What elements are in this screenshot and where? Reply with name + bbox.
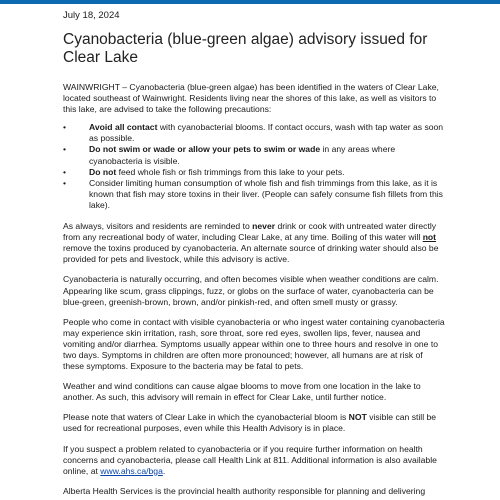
ahs-bga-link[interactable]: www.ahs.ca/bga — [100, 465, 163, 476]
drinking-water-paragraph — [63, 221, 445, 265]
paragraph-text: . — [162, 465, 166, 476]
paragraph-text: Please note that waters of Clear Lake in which the cyanobacterial bloom is — [63, 412, 349, 423]
recreational-note-paragraph — [63, 412, 445, 434]
ahs-paragraph: Alberta Health Services is the provincial health authority responsible for planning and delivering — [63, 485, 426, 496]
precaution-text: in any areas where cyanobacteria is visible. — [89, 144, 396, 166]
list-item — [63, 122, 445, 144]
precaution-emphasis: Do not — [89, 166, 117, 177]
paragraph-text: As always, visitors and residents are reminded to — [63, 221, 253, 232]
bullet-icon: • — [63, 166, 67, 177]
bullet-icon: • — [63, 144, 67, 155]
precaution-text: feed whole fish or fish trimmings from this lake to your pets. — [116, 166, 345, 177]
page-title: Cyanobacteria (blue-green algae) advisory issued for Clear Lake — [63, 31, 428, 66]
health-link-paragraph — [63, 444, 445, 477]
paragraph-text: remove the toxins produced by cyanobacteria. An alternate source of drinking water should also be provided for pets and livestock, while this advisory is active. — [63, 243, 439, 265]
emphasis-not-visible: NOT — [348, 412, 367, 423]
release-date: July 18, 2024 — [63, 10, 120, 21]
wind-paragraph: Weather and wind conditions can cause algae blooms to move from one location in the lake to another. As such, this advisory will remain in effect for Clear Lake, until further notice. — [63, 381, 421, 403]
precaution-emphasis: Do not swim or wade or allow your pets to swim or wade — [89, 144, 321, 155]
precaution-emphasis: Avoid all contact — [89, 122, 158, 133]
precaution-text: Consider limiting human consumption of whole fish and fish trimmings from this lake, as it is known that fish may store toxins in their liver. (People can safely consume fish fillets from this lake). — [89, 177, 443, 210]
emphasis-not: not — [422, 232, 437, 243]
paragraph-text: visible can still be used for recreational purposes, even while this Health Advisory is in place. — [63, 412, 437, 434]
bullet-icon: • — [63, 177, 67, 188]
list-item — [63, 144, 445, 166]
precaution-text: with cyanobacterial blooms. If contact occurs, wash with tap water as soon as possible. — [89, 122, 444, 144]
natural-occurrence-paragraph: Cyanobacteria is naturally occurring, and often becomes visible when weather conditions are calm. Appearing like scum, grass clippings, fuzz, or globs on the surface of water, cyanobacteria can be blue-green, greenish-brown, brown, and/or pinkish-red, and often smell musty or grassy. — [63, 274, 439, 307]
precautions-list — [63, 122, 445, 211]
intro-paragraph: WAINWRIGHT – Cyanobacteria (blue-green algae) has been identified in the waters of Clear Lake, located southeast of Wainwright. Residents living near the shores of this lake, as well as visitors to this lake, are advised to take the following precautions: — [63, 82, 439, 115]
header-accent-bar — [0, 0, 500, 4]
list-item — [63, 178, 445, 211]
paragraph-text: If you suspect a problem related to cyanobacteria or if you require further information on health concerns and cyanobacteria, please call Health Link at 811. Additional information is also available online, at — [63, 443, 437, 476]
paragraph-text: drink or cook with untreated water directly from any recreational body of water, including Clear Lake, at any time. Boiling of this water will — [63, 221, 437, 243]
advisory-body — [63, 82, 445, 500]
bullet-icon: • — [63, 122, 67, 133]
list-item — [63, 167, 445, 178]
emphasis-never: never — [252, 221, 276, 232]
symptoms-paragraph: People who come in contact with visible cyanobacteria or who ingest water containing cyanobacteria may experience skin irritation, rash, sore throat, sore red eyes, swollen lips, fever, nausea and vomiting and/or diarrhea. Symptoms usually appear within one to three hours and resolve in one to two days. Symptoms in children are often more pronounced; however, all humans are at risk of these symptoms. Exposure to the bacteria may be fatal to pets. — [63, 316, 445, 372]
